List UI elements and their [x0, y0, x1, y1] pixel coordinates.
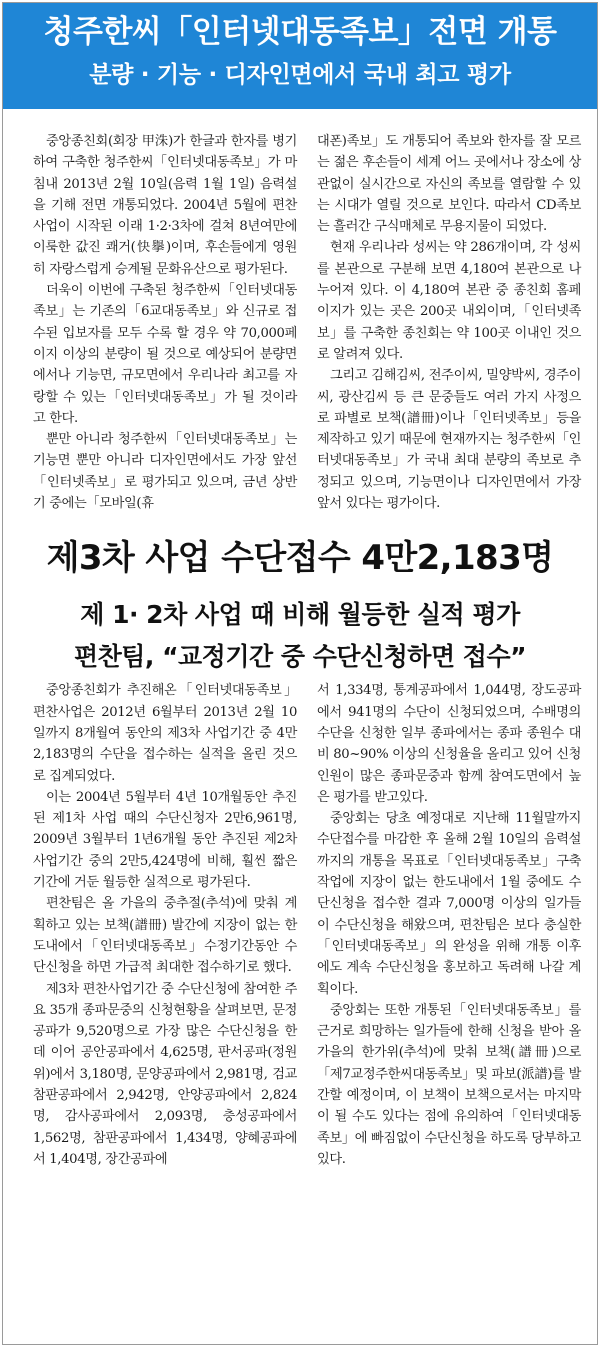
- second-headline-sub1: 제 1· 2차 사업 때 비해 월등한 실적 평가: [80, 600, 520, 630]
- paragraph: 뿐만 아니라 청주한씨「인터넷대동족보」는 기능면 뿐만 아니라 디자인면에서도 가장 앞선「인터넷족보」로 평가되고 있으며, 금년 상반기 중에는「모바일(휴: [33, 432, 297, 512]
- paragraph: 현재 우리나라 성씨는 약 286개이며, 각 성씨를 본관으로 구분해 보면 4,180여 본관으로 나누어져 있다. 이 4,180여 본관 중 종친회 홈페이지가 있는 곳은 200곳 내외이며,「인터넷족보」를 구축한 종친회는 약 100곳 이내인 것으로 알려져 있다.: [317, 240, 581, 362]
- paragraph: 중앙종친회가 추진해온「인터넷대동족보」편찬사업은 2012년 6월부터 2013년 2월 10일까지 8개월여 동안의 제3차 사업기간 중 4만2,183명의 수단을 접수하는 실적을 올린 것으로 집계되었다.: [33, 683, 297, 784]
- paragraph: 제3차 편찬사업기간 중 수단신청에 참여한 주요 35개 종파문중의 신청현황을 살펴보면, 문정공파가 9,520명으로 가장 많은 수단신청을 한데 이어 공안공파에서 4,625명, 판서공파(정원위)에서 3,180명, 문양공파에서 2,981명, 검교참판공파에서 2,942명, 안양공파에서 2,824명, 감사공파에서 2,093명, 충성공파에서 1,562명, 참판공파에서 1,434명, 양혜공파에서 1,404명, 장간공파에: [33, 981, 297, 1167]
- paragraph: 중앙종친회(회장 甲洙)가 한글과 한자를 병기하여 구축한 청주한씨「인터넷대동족보」가 마침내 2013년 2월 10일(음력 1월 1일) 음력설을 기해 전면 개통되었다. 2004년 5월에 편찬사업이 시작된 이래 1·2·3차에 걸쳐 8년여만에 이룩한 값진 쾌거(快擧)이며, 후손들에게 영원히 자랑스럽게 승계될 문화유산으로 평가된다.: [33, 134, 297, 277]
- paragraph: 편찬팀은 올 가을의 중추절(추석)에 맞춰 계획하고 있는 보책(譜冊) 발간에 지장이 없는 한도내에서「인터넷대동족보」수정기간동안 수단신청을 하면 가급적 최대한 접수하기로 했다.: [33, 896, 297, 976]
- second-headline: [3, 538, 597, 672]
- paragraph: 중앙회는 당초 예정대로 지난해 11월말까지 수단접수를 마감한 후 올해 2월 10일의 음력설까지의 개통을 목표로「인터넷대동족보」구축작업에 지장이 없는 한도내에서 1월 중에도 수단신청을 접수한 결과 7,000명 이상의 일가들이 수단신청을 해왔으며, 편찬팀은 보다 충실한「인터넷대동족보」의 완성을 위해 개통 이후에도 계속 수단신청을 홍보하고 독려해 나갈 계획이다.: [317, 811, 581, 997]
- headline-title: 청주한씨「인터넷대동족보」전면 개통: [43, 14, 557, 50]
- paragraph: 더욱이 이번에 구축된 청주한씨「인터넷대동족보」는 기존의「6교대동족보」와 신규로 접수된 입보자를 모두 수록 할 경우 약 70,000페이지 이상의 분량이 될 것으로 예상되어 분량면에서나 기능면, 규모면에서 우리나라 최고를 자랑할 수 있는「인터넷대동족보」가 될 것이라고 한다.: [33, 283, 297, 426]
- article1-body: [3, 131, 597, 514]
- second-headline-sub2: 편찬팀, “교정기간 중 수단신청하면 접수”: [73, 642, 527, 672]
- article2-left-column: [33, 680, 297, 1170]
- paragraph: 중앙회는 또한 개통된「인터넷대동족보」를 근거로 희망하는 일가들에 한해 신청을 받아 올 가을의 한가위(추석)에 맞춰 보책(譜冊)으로「제7교정주한씨대동족보」및 파보(派譜)를 발간할 예정이며, 이 보책이 보책으로서는 마지막이 될 수도 있다는 점에 유의하여「인터넷대동족보」에 빠짐없이 수단신청을 하도록 당부하고 있다.: [317, 1002, 581, 1167]
- article1-left-column: [33, 131, 297, 514]
- newspaper-clipping: [2, 2, 598, 1345]
- second-headline-title: 제3차 사업 수단접수 4만2,183명: [46, 538, 554, 579]
- headline-subtitle: 분량 · 기능 · 디자인면에서 국내 최고 평가: [89, 62, 511, 88]
- article2-body: [3, 680, 597, 1170]
- article2-right-column: [317, 680, 581, 1170]
- paragraph: 그리고 김해김씨, 전주이씨, 밀양박씨, 경주이씨, 광산김씨 등 큰 문중들도 여러 가지 사정으로 파별로 보책(譜冊)이나「인터넷족보」등을 제작하고 있기 때문에 현재까지는 청주한씨「인터넷대동족보」가 국내 최대 분량의 족보로 추정되고 있으며, 기능면이나 디자인면에서 가장 앞서 있다는 평가이다.: [317, 368, 581, 512]
- paragraph: 이는 2004년 5월부터 4년 10개월동안 추진된 제1차 사업 때의 수단신청자 2만6,961명, 2009년 3월부터 1년6개월 동안 추진된 제2차 사업기간 중의 2만5,424명에 비해, 훨씬 짧은 기간에 거둔 월등한 실적으로 평가된다.: [33, 789, 297, 891]
- paragraph: 서 1,334명, 통계공파에서 1,044명, 장도공파에서 941명의 수단이 신청되었으며, 수배명의 수단을 신청한 일부 종파에서는 종파 종원수 대비 80~90% 이상의 신청율을 올리고 있어 신청인원이 많은 종파문중과 함께 참여도면에서 높은 평가를 받고있다.: [317, 683, 581, 805]
- article1-right-column: [317, 131, 581, 514]
- paragraph: 대폰)족보」도 개통되어 족보와 한자를 잘 모르는 젊은 후손들이 세계 어느 곳에서나 장소에 상관없이 실시간으로 자신의 족보를 열람할 수 있는 시대가 열릴 것으로 보인다. 따라서 CD족보는 흘러간 구식매체로 무용지물이 되었다.: [317, 134, 581, 235]
- headline-banner: [3, 3, 597, 109]
